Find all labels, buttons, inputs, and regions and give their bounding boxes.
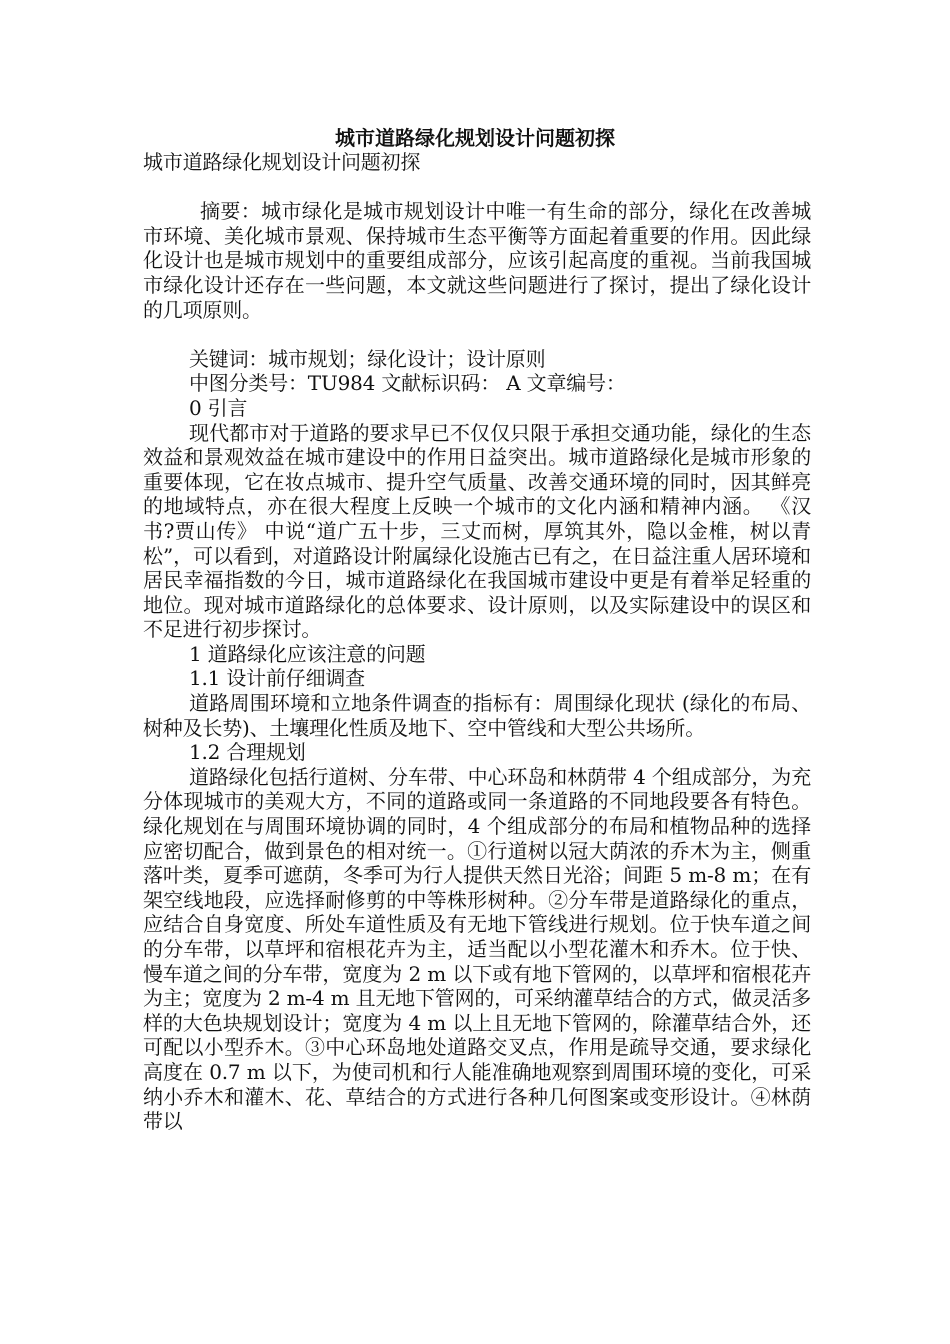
body-paragraph: 道路绿化包括行道树、分车带、中心环岛和林荫带 4 个组成部分，为充分体现城市的美观大方，不同的道路或同一条道路的不同地段要各有特色。绿化规划在与周围环境协调的同时，4 个组成部分的布局和植物品种的选择应密切配合，做到景色的相对统一。①行道树以冠大荫浓的乔木为主，侧重落叶类，夏季可遮荫，冬季可为行人提供天然日光浴；间距 5 m-8 m；在有架空线地段，应选择耐修剪的中等株形树种。②分车带是道路绿化的重点，应结合自身宽度、所处车道性质及有无地下管线进行规划。位于快车道之间的分车带，以草坪和宿根花卉为主，适当配以小型花灌木和乔木。位于快、慢车道之间的分车带，宽度为 2 m 以下或有地下管网的，以草坪和宿根花卉为主；宽度为 2 m-4 m 且无地下管网的，可采纳灌草结合的方式，做灵活多样的大色块规划设计；宽度为 4 m 以上且无地下管网的，除灌草结合外，还可配以小型乔木。③中心环岛地处道路交叉点，作用是疏导交通，要求绿化高度在 0.7 m 以下，为使司机和行人能准确地观察到周围环境的变化，可采纳小乔木和灌木、花、草结合的方式进行各种几何图案或变形设计。④林荫带以	[143, 764, 811, 1134]
section-heading: 0 引言	[189, 395, 248, 420]
blank-line	[143, 175, 811, 200]
subsection-heading: 1.1 设计前仔细调查	[189, 666, 365, 691]
document-subtitle: 城市道路绿化规划设计问题初探	[143, 150, 421, 174]
subsection-heading: 1.2 合理规划	[189, 740, 306, 765]
classification-line: 中图分类号：TU984 文献标识码： A 文章编号：	[189, 371, 626, 396]
body-paragraph: 现代都市对于道路的要求早已不仅仅只限于承担交通功能，绿化的生态效益和景观效益在城市建设中的作用日益突出。城市道路绿化是城市形象的重要体现，它在妆点城市、提升空气质量、改善交通环境的同时，因其鲜亮的地域特点，亦在很大程度上反映一个城市的文化内涵和精神内涵。 《汉书?贾山传》 中说“道广五十步，三丈而树，厚筑其外，隐以金椎，树以青松”，可以看到，对道路设计附属绿化设施古已有之，在日益注重人居环境和居民幸福指数的今日，城市道路绿化在我国城市建设中更是有着举足轻重的地位。现对城市道路绿化的总体要求、设计原则，以及实际建设中的误区和不足进行初步探讨。	[143, 420, 811, 642]
document-title: 城市道路绿化规划设计问题初探	[335, 126, 615, 150]
section-heading: 1 道路绿化应该注意的问题	[189, 641, 426, 666]
abstract-paragraph: 摘要：城市绿化是城市规划设计中唯一有生命的部分，绿化在改善城市环境、美化城市景观、保持城市生态平衡等方面起着重要的作用。因此绿化设计也是城市规划中的重要组成部分，应该引起高度的重视。当前我国城市绿化设计还存在一些问题，本文就这些问题进行了探讨，提出了绿化设计的几项原则。	[143, 199, 811, 322]
blank-line	[143, 322, 811, 347]
body-paragraph: 道路周围环境和立地条件调查的指标有：周围绿化现状 (绿化的布局、树种及长势)、土壤理化性质及地下、空中管线和大型公共场所。	[143, 691, 811, 740]
document-body	[143, 150, 811, 1134]
keywords-line: 关键词：城市规划；绿化设计；设计原则	[189, 346, 546, 371]
